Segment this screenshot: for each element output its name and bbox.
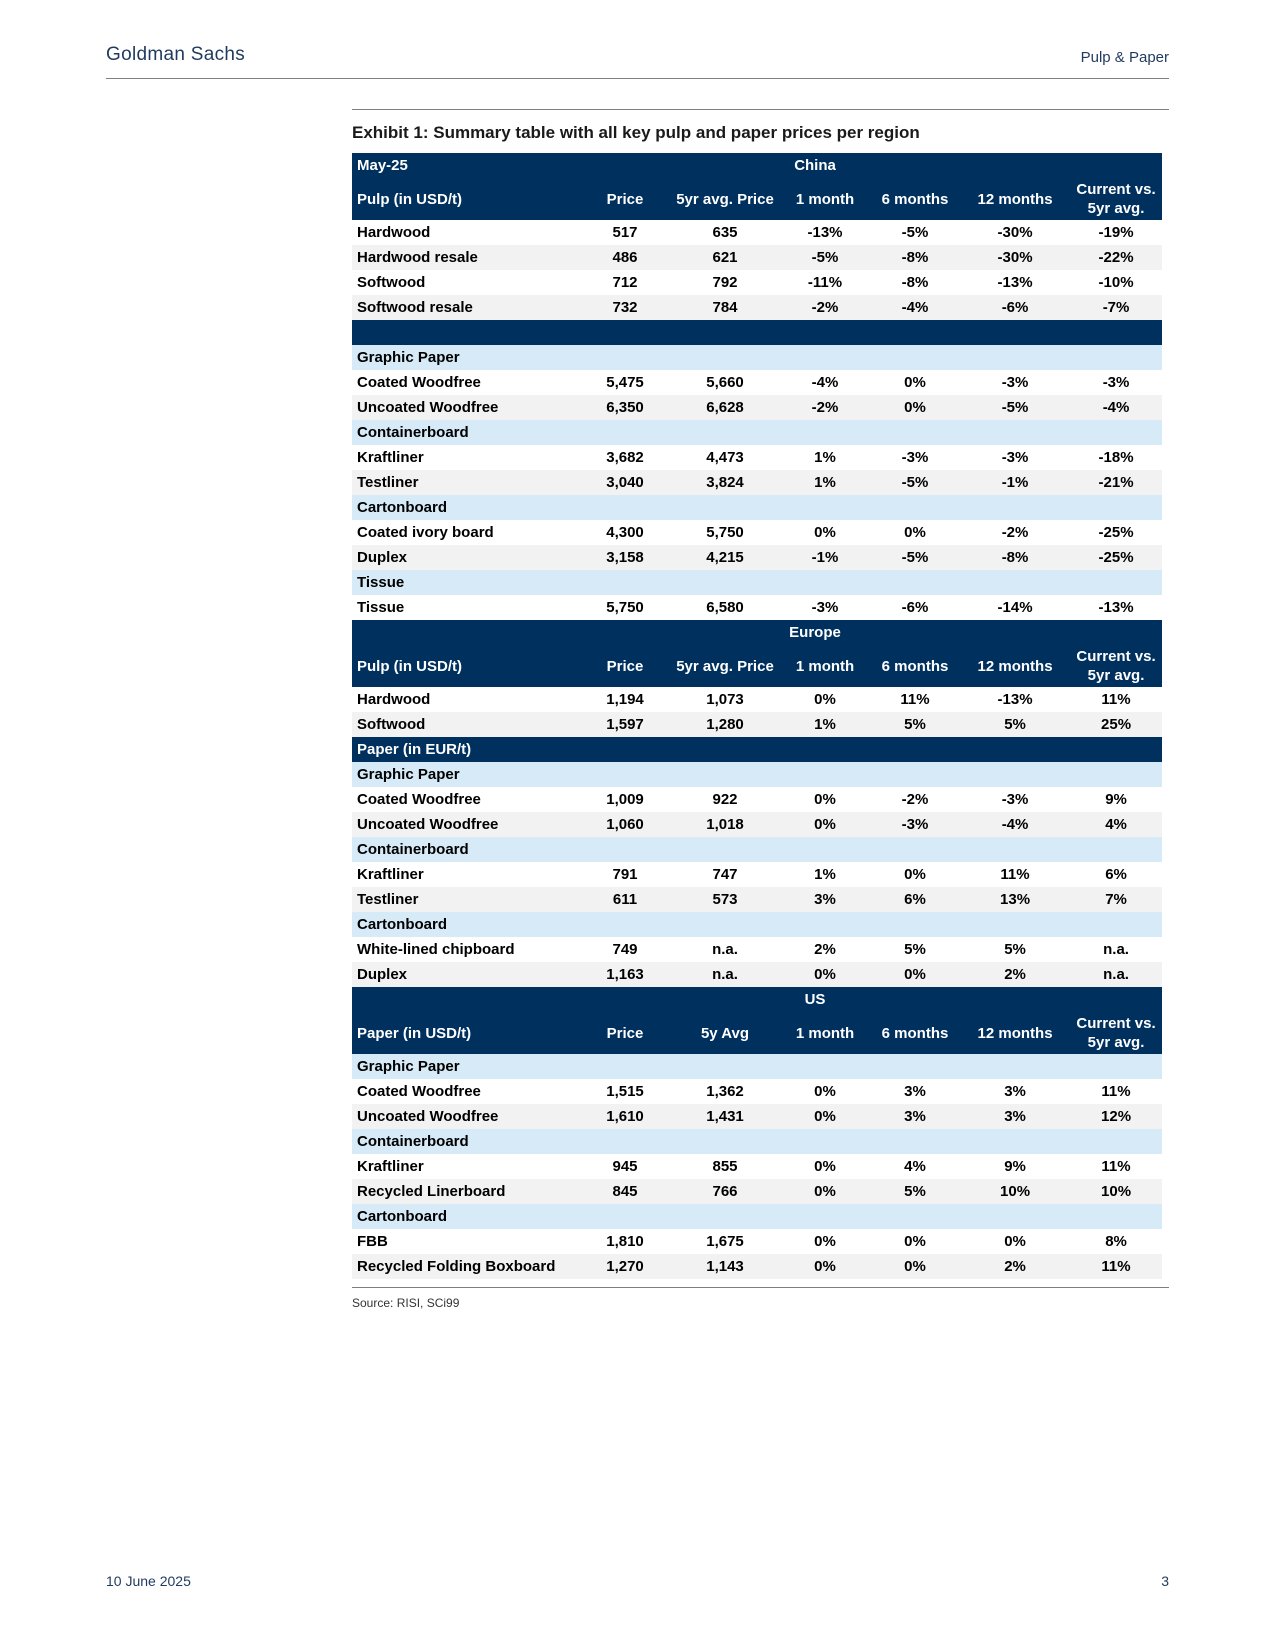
section-band-row [352, 320, 1162, 345]
column-header: Pulp (in USD/t) [352, 645, 580, 687]
value-cell: 784 [670, 295, 780, 320]
value-cell: 3,824 [670, 470, 780, 495]
value-cell: 0% [814, 1233, 836, 1250]
value-cell: 11% [1070, 1254, 1162, 1279]
table-row [352, 295, 1162, 320]
value-cell: -10% [1098, 274, 1134, 291]
value-cell: 0% [904, 866, 926, 883]
value-cell: 3,040 [580, 470, 670, 495]
value-cell: 5% [870, 712, 960, 737]
value-cell: n.a. [712, 941, 738, 958]
value-cell: 2% [814, 941, 836, 958]
region-name-cell: China [670, 153, 960, 178]
column-header: 1 month [780, 645, 870, 687]
value-cell: 5% [904, 941, 926, 958]
table-row [352, 812, 1162, 837]
table-row [352, 1254, 1162, 1279]
region-name-cell: US [670, 987, 960, 1012]
table-row [352, 545, 1162, 570]
product-name-cell: Hardwood [357, 224, 431, 241]
value-cell: 6% [1105, 866, 1127, 883]
column-header: Current vs. 5yr avg. [1070, 1012, 1162, 1054]
value-cell: 3% [960, 1104, 1070, 1129]
category-row [352, 1204, 1162, 1229]
value-cell: -5% [901, 224, 929, 241]
page-number: 3 [1161, 1573, 1169, 1589]
category-row [352, 570, 1162, 595]
value-cell: 1,675 [706, 1233, 744, 1250]
category-label: Containerboard [352, 420, 1162, 445]
value-cell: 0% [904, 1233, 926, 1250]
value-cell: -4% [811, 374, 839, 391]
value-cell: 573 [670, 887, 780, 912]
value-cell: 0% [814, 791, 836, 808]
table-row [352, 270, 1162, 295]
value-cell: 732 [580, 295, 670, 320]
product-name-cell: Uncoated Woodfree [352, 812, 580, 837]
table-row [352, 595, 1162, 620]
value-cell: -22% [1070, 245, 1162, 270]
value-cell: -30% [997, 224, 1033, 241]
value-cell: 0% [780, 812, 870, 837]
category-label: Containerboard [352, 1129, 1162, 1154]
value-cell: 0% [780, 1104, 870, 1129]
value-cell: 1,194 [606, 691, 644, 708]
value-cell: -21% [1070, 470, 1162, 495]
value-cell: 11% [1101, 691, 1131, 708]
column-header-row [352, 1012, 1162, 1054]
column-header: Current vs. 5yr avg. [1070, 178, 1162, 220]
value-cell: 0% [780, 1254, 870, 1279]
value-cell: 5% [870, 1179, 960, 1204]
header-divider [106, 78, 1169, 79]
value-cell: -8% [870, 245, 960, 270]
price-summary-table [352, 153, 1162, 1279]
value-cell: -5% [960, 395, 1070, 420]
value-cell: 4,473 [706, 449, 744, 466]
value-cell: -8% [960, 545, 1070, 570]
product-name-cell: Uncoated Woodfree [352, 1104, 580, 1129]
column-header: Pulp (in USD/t) [352, 178, 580, 220]
value-cell: 5,750 [606, 599, 644, 616]
value-cell: 1,270 [580, 1254, 670, 1279]
value-cell: 9% [1105, 791, 1127, 808]
column-header: 1 month [780, 1012, 870, 1054]
value-cell: 1,515 [606, 1083, 644, 1100]
value-cell: 11% [900, 691, 930, 708]
product-name-cell: Kraftliner [357, 1158, 424, 1175]
table-row [352, 712, 1162, 737]
value-cell: 25% [1070, 712, 1162, 737]
value-cell: 3% [870, 1104, 960, 1129]
value-cell: 0% [814, 1158, 836, 1175]
value-cell: -1% [960, 470, 1070, 495]
column-header: Price [580, 1012, 670, 1054]
value-cell: 749 [612, 941, 638, 958]
value-cell: 6,580 [706, 599, 744, 616]
value-cell: 3% [780, 887, 870, 912]
value-cell: -5% [870, 470, 960, 495]
table-row [352, 887, 1162, 912]
column-header: 12 months [960, 1012, 1070, 1054]
value-cell: 2% [960, 1254, 1070, 1279]
value-cell: 6% [870, 887, 960, 912]
product-name-cell: Hardwood [357, 691, 431, 708]
value-cell: 0% [780, 1179, 870, 1204]
product-name-cell: Duplex [352, 962, 580, 987]
column-header: Paper (in USD/t) [352, 1012, 580, 1054]
value-cell: -2% [780, 395, 870, 420]
product-name-cell: Coated Woodfree [357, 791, 481, 808]
column-header: 5y Avg [670, 1012, 780, 1054]
value-cell: 486 [580, 245, 670, 270]
value-cell: -3% [1001, 449, 1029, 466]
product-name-cell: Recycled Linerboard [352, 1179, 580, 1204]
value-cell: 1% [780, 470, 870, 495]
value-cell: 11% [1101, 1083, 1131, 1100]
table-row [352, 370, 1162, 395]
value-cell: 1,610 [580, 1104, 670, 1129]
value-cell: 2% [960, 962, 1070, 987]
column-header: 6 months [870, 178, 960, 220]
category-row [352, 1129, 1162, 1154]
product-name-cell: White-lined chipboard [357, 941, 515, 958]
section-band-label: Paper (in EUR/t) [352, 737, 1162, 762]
value-cell: 4,215 [670, 545, 780, 570]
value-cell: -7% [1070, 295, 1162, 320]
value-cell: -5% [870, 545, 960, 570]
product-name-cell: Softwood resale [352, 295, 580, 320]
value-cell: 1,280 [670, 712, 780, 737]
value-cell: 1% [814, 866, 836, 883]
section-band-label [352, 320, 1162, 345]
value-cell: 1,597 [580, 712, 670, 737]
value-cell: 1,163 [580, 962, 670, 987]
product-name-cell: Coated ivory board [357, 524, 494, 541]
product-name-cell: Duplex [352, 545, 580, 570]
value-cell: 855 [712, 1158, 738, 1175]
value-cell: 791 [612, 866, 638, 883]
table-row [352, 1154, 1162, 1179]
value-cell: 0% [780, 962, 870, 987]
category-row [352, 420, 1162, 445]
product-name-cell: Coated Woodfree [357, 374, 481, 391]
product-name-cell: Uncoated Woodfree [352, 395, 580, 420]
value-cell: -4% [870, 295, 960, 320]
value-cell: 635 [712, 224, 738, 241]
column-header: 5yr avg. Price [670, 645, 780, 687]
value-cell: -4% [960, 812, 1070, 837]
value-cell: -6% [960, 295, 1070, 320]
value-cell: 792 [712, 274, 738, 291]
category-row [352, 762, 1162, 787]
category-label: Graphic Paper [352, 345, 1162, 370]
table-row [352, 937, 1162, 962]
price-summary-body [352, 153, 1162, 1279]
value-cell: 0% [1004, 1233, 1026, 1250]
category-label: Cartonboard [352, 495, 1162, 520]
value-cell: -6% [901, 599, 929, 616]
value-cell: 1,362 [706, 1083, 744, 1100]
value-cell: 621 [670, 245, 780, 270]
table-row [352, 1229, 1162, 1254]
table-row [352, 687, 1162, 712]
value-cell: 3,158 [580, 545, 670, 570]
value-cell: -3% [1001, 791, 1029, 808]
region-header-row [352, 987, 1162, 1012]
column-header: 6 months [870, 645, 960, 687]
value-cell: -25% [1070, 545, 1162, 570]
brand-logo-text: Goldman Sachs [106, 44, 246, 65]
value-cell: -13% [997, 274, 1033, 291]
value-cell: 0% [814, 524, 836, 541]
value-cell: 3% [1004, 1083, 1026, 1100]
product-name-cell: Softwood [357, 274, 426, 291]
table-row [352, 520, 1162, 545]
product-name-cell: Kraftliner [357, 866, 424, 883]
section-title: Pulp & Paper [1080, 49, 1169, 66]
value-cell: 0% [904, 374, 926, 391]
product-name-cell: Coated Woodfree [357, 1083, 481, 1100]
value-cell: n.a. [1070, 962, 1162, 987]
value-cell: -25% [1098, 524, 1134, 541]
value-cell: 1,073 [706, 691, 744, 708]
value-cell: -1% [780, 545, 870, 570]
column-header: 6 months [870, 1012, 960, 1054]
category-row [352, 837, 1162, 862]
column-header: Price [580, 178, 670, 220]
value-cell: 4% [1070, 812, 1162, 837]
column-header: 1 month [780, 178, 870, 220]
value-cell: 0% [870, 1254, 960, 1279]
value-cell: -2% [1001, 524, 1029, 541]
value-cell: 11% [1101, 1158, 1131, 1175]
value-cell: 9% [1004, 1158, 1026, 1175]
value-cell: 5% [960, 712, 1070, 737]
value-cell: -2% [901, 791, 929, 808]
region-blank-cell [352, 620, 670, 645]
exhibit-container [352, 109, 1169, 1310]
value-cell: 1,009 [606, 791, 644, 808]
product-name-cell: Hardwood resale [352, 245, 580, 270]
category-label: Cartonboard [352, 1204, 1162, 1229]
table-row [352, 395, 1162, 420]
value-cell: 1,810 [606, 1233, 644, 1250]
table-row [352, 220, 1162, 245]
section-band-row [352, 737, 1162, 762]
product-name-cell: Kraftliner [357, 449, 424, 466]
value-cell: 0% [814, 691, 836, 708]
category-row [352, 1054, 1162, 1079]
category-label: Tissue [352, 570, 1162, 595]
region-header-row [352, 620, 1162, 645]
value-cell: 0% [870, 962, 960, 987]
value-cell: 5,750 [706, 524, 744, 541]
value-cell: 845 [580, 1179, 670, 1204]
category-row [352, 495, 1162, 520]
column-header-row [352, 645, 1162, 687]
region-header-row [352, 153, 1162, 178]
table-row [352, 962, 1162, 987]
value-cell: 1,060 [580, 812, 670, 837]
value-cell: 12% [1070, 1104, 1162, 1129]
value-cell: 1,018 [670, 812, 780, 837]
category-label: Cartonboard [352, 912, 1162, 937]
value-cell: -13% [1098, 599, 1134, 616]
category-label: Graphic Paper [352, 762, 1162, 787]
value-cell: n.a. [1103, 941, 1129, 958]
table-row [352, 862, 1162, 887]
value-cell: -3% [811, 599, 839, 616]
value-cell: -3% [1102, 374, 1130, 391]
value-cell: 6,628 [670, 395, 780, 420]
product-name-cell: Recycled Folding Boxboard [352, 1254, 580, 1279]
value-cell: 8% [1105, 1233, 1127, 1250]
region-blank-cell [960, 987, 1162, 1012]
value-cell: n.a. [670, 962, 780, 987]
value-cell: 1% [780, 712, 870, 737]
region-blank-cell [960, 153, 1162, 178]
category-label: Graphic Paper [352, 1054, 1162, 1079]
column-header-row [352, 178, 1162, 220]
table-row [352, 245, 1162, 270]
value-cell: 1% [814, 449, 836, 466]
value-cell: 10% [1070, 1179, 1162, 1204]
value-cell: -19% [1098, 224, 1134, 241]
category-row [352, 345, 1162, 370]
product-name-cell: FBB [357, 1233, 388, 1250]
value-cell: -3% [870, 812, 960, 837]
value-cell: 712 [612, 274, 638, 291]
exhibit-title: Exhibit 1: Summary table with all key pulp and paper prices per region [352, 123, 920, 142]
value-cell: 766 [670, 1179, 780, 1204]
value-cell: 3,682 [606, 449, 644, 466]
value-cell: -5% [780, 245, 870, 270]
value-cell: 0% [870, 395, 960, 420]
column-header: 12 months [960, 178, 1070, 220]
category-label: Containerboard [352, 837, 1162, 862]
value-cell: -13% [997, 691, 1033, 708]
value-cell: 4% [904, 1158, 926, 1175]
value-cell: 5,475 [606, 374, 644, 391]
value-cell: 5,660 [706, 374, 744, 391]
table-row [352, 470, 1162, 495]
region-blank-cell [352, 987, 670, 1012]
value-cell: 11% [1000, 866, 1030, 883]
value-cell: -18% [1098, 449, 1134, 466]
column-header: Current vs. 5yr avg. [1070, 645, 1162, 687]
value-cell: 13% [960, 887, 1070, 912]
value-cell: -13% [807, 224, 843, 241]
region-name-cell: Europe [670, 620, 960, 645]
category-row [352, 912, 1162, 937]
value-cell: -3% [901, 449, 929, 466]
value-cell: -14% [997, 599, 1033, 616]
column-header: Price [580, 645, 670, 687]
product-name-cell: Testliner [352, 887, 580, 912]
exhibit-bottom-rule [352, 1287, 1169, 1288]
value-cell: 1,431 [670, 1104, 780, 1129]
value-cell: 611 [580, 887, 670, 912]
value-cell: 945 [612, 1158, 638, 1175]
value-cell: 747 [712, 866, 738, 883]
product-name-cell: Tissue [357, 599, 405, 616]
region-blank-cell [960, 620, 1162, 645]
value-cell: 5% [1004, 941, 1026, 958]
value-cell: -11% [807, 274, 843, 291]
table-row [352, 445, 1162, 470]
table-row [352, 787, 1162, 812]
value-cell: 0% [814, 1083, 836, 1100]
value-cell: 922 [712, 791, 738, 808]
value-cell: -30% [960, 245, 1070, 270]
product-name-cell: Softwood [352, 712, 580, 737]
region-date-cell: May-25 [352, 153, 670, 178]
exhibit-top-rule [352, 109, 1169, 110]
column-header: 12 months [960, 645, 1070, 687]
value-cell: 10% [960, 1179, 1070, 1204]
value-cell: 0% [904, 524, 926, 541]
table-row [352, 1079, 1162, 1104]
source-note: Source: RISI, SCi99 [352, 1296, 460, 1310]
table-row [352, 1179, 1162, 1204]
product-name-cell: Testliner [352, 470, 580, 495]
value-cell: 4,300 [606, 524, 644, 541]
value-cell: -4% [1070, 395, 1162, 420]
value-cell: 7% [1070, 887, 1162, 912]
value-cell: 3% [904, 1083, 926, 1100]
footer-date: 10 June 2025 [106, 1573, 191, 1589]
value-cell: 517 [612, 224, 638, 241]
table-row [352, 1104, 1162, 1129]
value-cell: -8% [901, 274, 929, 291]
value-cell: 6,350 [580, 395, 670, 420]
value-cell: -3% [1001, 374, 1029, 391]
value-cell: 1,143 [670, 1254, 780, 1279]
column-header: 5yr avg. Price [670, 178, 780, 220]
value-cell: -2% [780, 295, 870, 320]
